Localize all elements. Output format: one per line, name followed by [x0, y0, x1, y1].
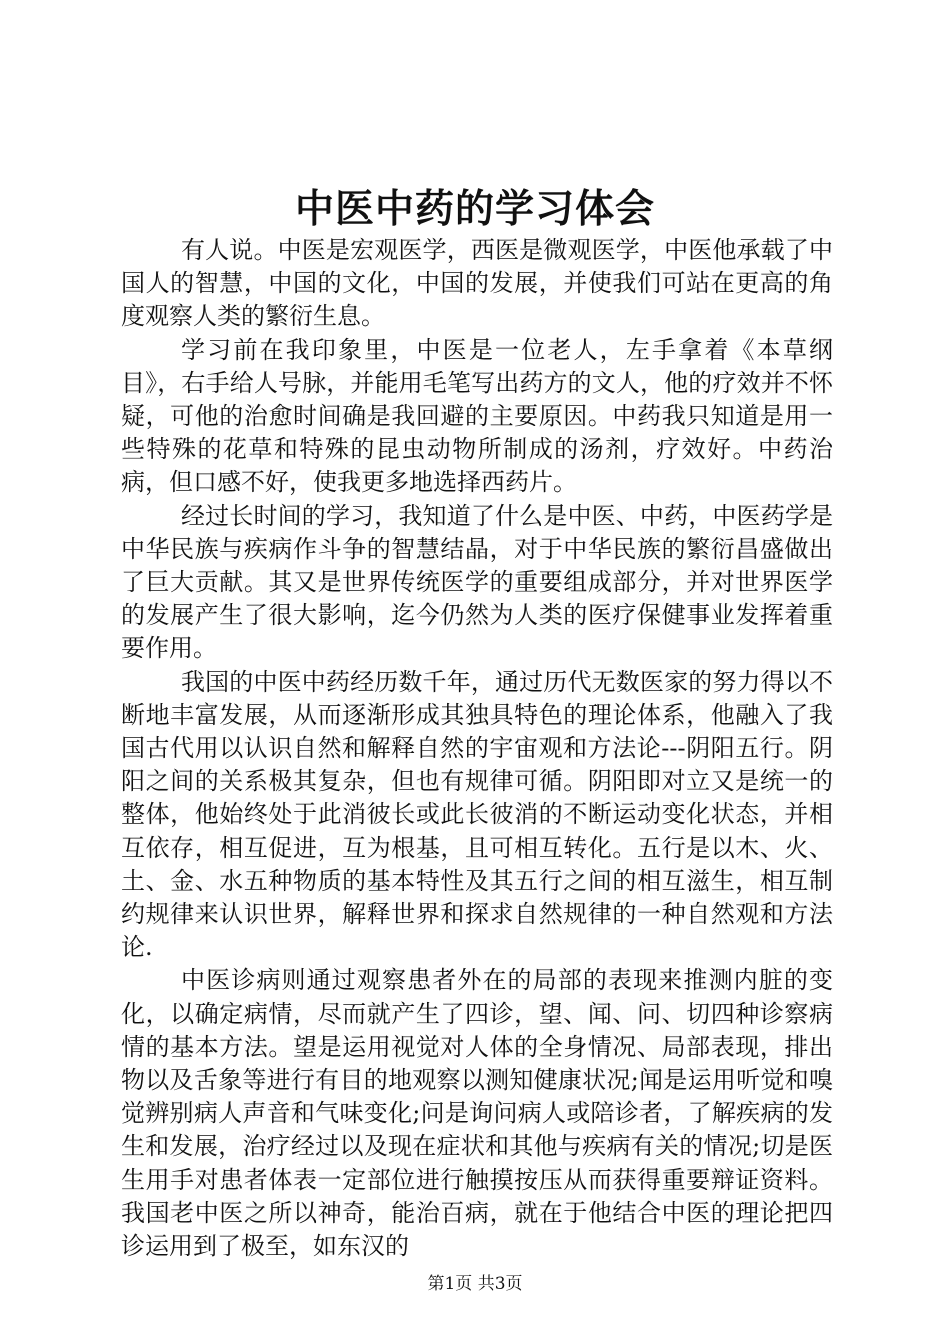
document-title: 中医中药的学习体会 [294, 186, 655, 232]
paragraph: 中医诊病则通过观察患者外在的局部的表现来推测内脏的变化，以确定病情，尽而就产生了四诊，望、闻、问、切四种诊察病情的基本方法。望是运用视觉对人体的全身情况、局部表现，排出物以及舌象等进行有目的地观察以测知健康状况;闻是运用听觉和嗅觉辨别病人声音和气味变化;问是询问病人或陪诊者，了解疾病的发生和发展，治疗经过以及现在症状和其他与疾病有关的情况;切是医生用手对患者体表一定部位进行触摸按压从而获得重要辩证资料。我国老中医之所以神奇，能治百病，就在于他结合中医的理论把四诊运用到了极至，如东汉的 [121, 966, 833, 1261]
paragraph: 经过长时间的学习，我知道了什么是中医、中药，中医药学是中华民族与疾病作斗争的智慧结晶，对于中华民族的繁衍昌盛做出了巨大贡献。其又是世界传统医学的重要组成部分，并对世界医学的发展产生了很大影响，迄今仍然为人类的医疗保健事业发挥着重要作用。 [121, 501, 833, 663]
document-body [121, 234, 833, 1263]
paragraph: 学习前在我印象里，中医是一位老人，左手拿着《本草纲目》，右手给人号脉，并能用毛笔写出药方的文人，他的疗效并不怀疑，可他的治愈时间确是我回避的主要原因。中药我只知道是用一些特殊的花草和特殊的昆虫动物所制成的汤剂，疗效好。中药治病，但口感不好，使我更多地选择西药片。 [121, 335, 833, 497]
paragraph: 有人说。中医是宏观医学，西医是微观医学，中医他承载了中国人的智慧，中国的文化，中国的发展，并使我们可站在更高的角度观察人类的繁衍生息。 [121, 236, 833, 331]
paragraph: 我国的中医中药经历数千年，通过历代无数医家的努力得以不断地丰富发展，从而逐渐形成其独具特色的理论体系，他融入了我国古代用以认识自然和解释自然的宇宙观和方法论---阴阳五行。阴阳之间的关系极其复杂，但也有规律可循。阴阳即对立又是统一的整体，他始终处于此消彼长或此长彼消的不断运动变化状态，并相互依存，相互促进，互为根基，且可相互转化。五行是以木、火、土、金、水五种物质的基本特性及其五行之间的相互滋生，相互制约规律来认识世界，解释世界和探求自然规律的一种自然观和方法论. [121, 667, 833, 962]
page-number-footer: 第1页 共3页 [427, 1274, 523, 1294]
